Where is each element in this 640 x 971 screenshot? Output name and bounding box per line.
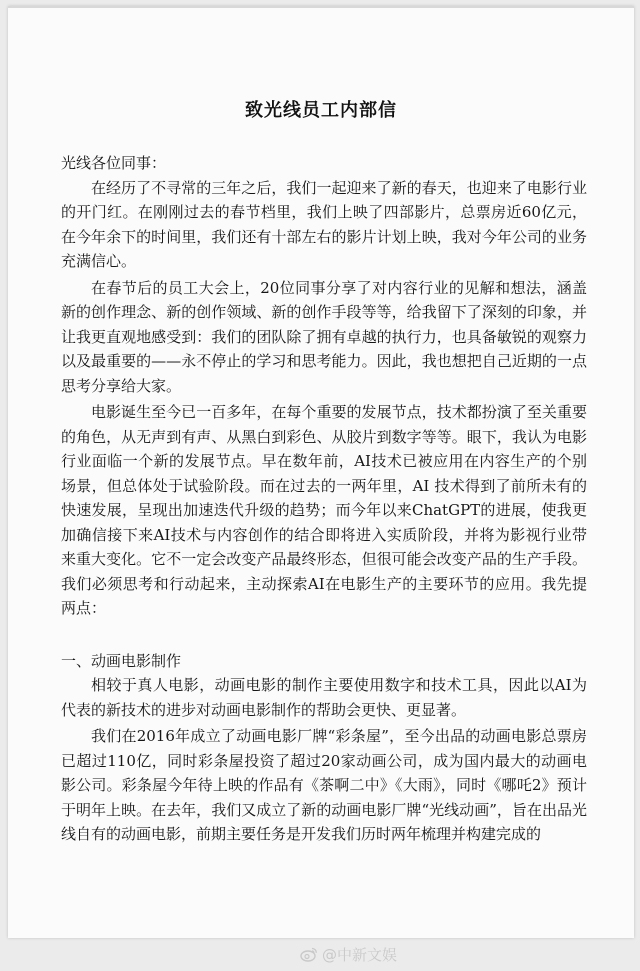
letter-body xyxy=(61,151,587,849)
section-paragraph-1: 相较于真人电影，动画电影的制作主要使用数字和技术工具，因此以AI为代表的新技术的进步对动画电影制作的帮助会更快、更显著。 xyxy=(61,676,587,719)
watermark xyxy=(300,943,397,965)
watermark-text: @中新文娱 xyxy=(322,945,398,964)
section-heading: 一、动画电影制作 xyxy=(61,651,182,670)
salutation: 光线各位同事： xyxy=(61,154,167,172)
paragraph-2: 在春节后的员工大会上，20位同事分享了对内容行业的见解和想法，涵盖新的创作理念、新的创作领域、新的创作手段等等，给我留下了深刻的印象，并让我更直观地感受到：我们的团队除了拥有卓越的执行力，也具备敏锐的观察力以及最重要的——永不停止的学习和思考能力。因此，我也想把自己近期的一点思考分享给大家。 xyxy=(61,278,587,395)
letter-page xyxy=(8,6,634,938)
paragraph-1: 在经历了不寻常的三年之后，我们一起迎来了新的春天，也迎来了电影行业的开门红。在刚刚过去的春节档里，我们上映了四部影片，总票房近60亿元，在今年余下的时间里，我们还有十部左右的影片计划上映，我对今年公司的业务充满信心。 xyxy=(61,178,587,270)
weibo-icon xyxy=(300,946,318,962)
letter-title: 致光线员工内部信 xyxy=(245,100,397,121)
paragraph-3: 电影诞生至今已一百多年，在每个重要的发展节点，技术都扮演了至关重要的角色，从无声到有声、从黑白到彩色、从胶片到数字等等。眼下，我认为电影行业面临一个新的发展节点。早在数年前，AI技术已被应用在内容生产的个别场景，但总体处于试验阶段。而在过去的一两年里，AI 技术得到了前所未有的快速发展，呈现出加速迭代升级的趋势；而今年以来ChatGPT的进展，使我更加确信接下来AI技术与内容创作的结合即将进入实质阶段，并将为影视行业带来重大变化。它不一定会改变产品最终形态，但很可能会改变产品的生产手段。我们必须思考和行动起来，主动探索AI在电影生产的主要环节的应用。我先提两点： xyxy=(61,403,587,617)
section-paragraph-2: 我们在2016年成立了动画电影厂牌“彩条屋”，至今出品的动画电影总票房已超过110亿，同时彩条屋投资了超过20家动画公司，成为国内最大的动画电影公司。彩条屋今年待上映的作品有《茶啊二中》《大雨》，同时《哪吒2》预计于明年上映。在去年，我们又成立了新的动画电影厂牌“光线动画”，旨在出品光线自有的动画电影，前期主要任务是开发我们历时两年梳理并构建完成的 xyxy=(61,727,587,843)
